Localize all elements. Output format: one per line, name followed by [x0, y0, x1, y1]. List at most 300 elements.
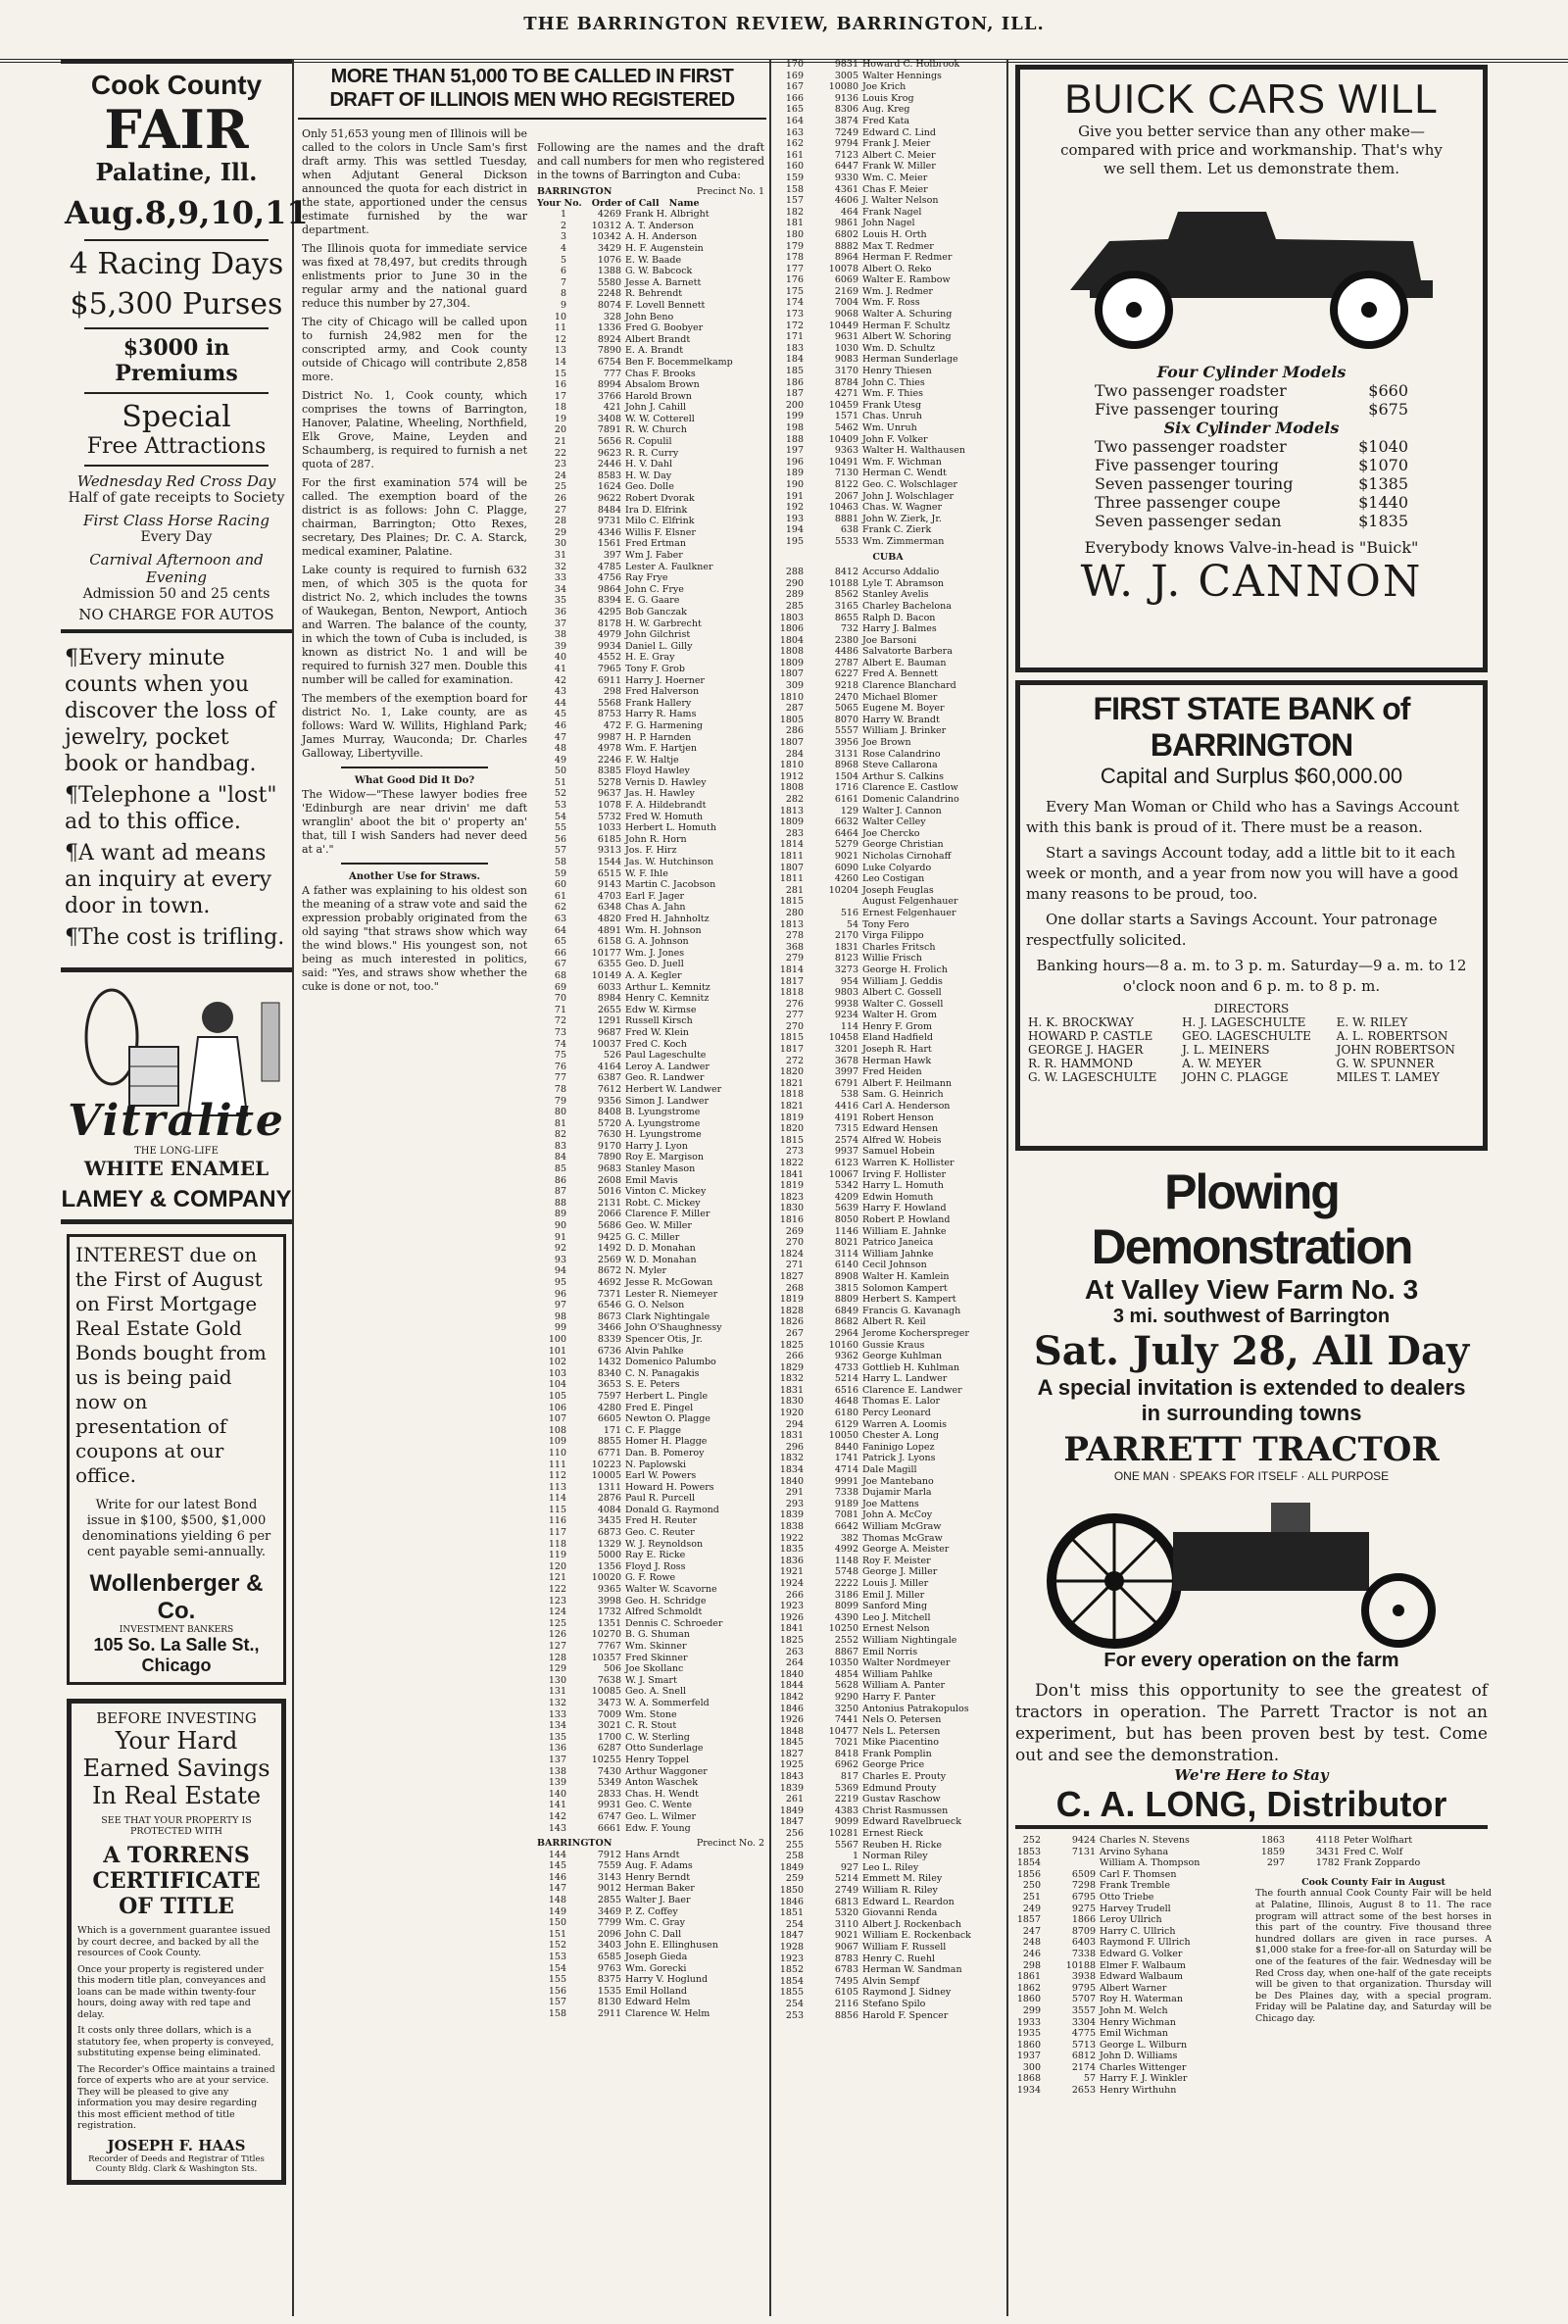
draft-your-no: 281	[785, 884, 804, 896]
draft-order-no: 9021	[834, 850, 858, 862]
draft-order-no: 6123	[834, 1158, 858, 1168]
vitralite-ad	[61, 972, 292, 1224]
draft-name: Harry F. Howland	[862, 1203, 947, 1214]
draft-order-no: 5016	[597, 1186, 621, 1198]
draft-name: Herman W. Sandman	[862, 1964, 962, 1976]
draft-order-no: 7891	[597, 424, 621, 436]
draft-row	[537, 1755, 764, 1766]
draft-name: Roy H. Waterman	[1100, 1994, 1183, 2005]
draft-order-no: 8412	[834, 567, 858, 578]
draft-row	[537, 1096, 764, 1108]
draft-your-no: 291	[785, 1487, 804, 1499]
draft-row	[774, 514, 1002, 525]
buick-price: $1385	[1358, 474, 1408, 493]
draft-order-no: 9356	[597, 1095, 621, 1107]
draft-order-no: 9623	[597, 447, 621, 459]
draft-row	[537, 698, 764, 710]
plowing-farm: At Valley View Farm No. 3	[1084, 1274, 1419, 1305]
draft-row	[537, 1618, 764, 1630]
draft-name: Nels O. Petersen	[862, 1714, 942, 1726]
draft-your-no: 86	[554, 1174, 566, 1186]
draft-name: W. F. Ihle	[625, 867, 668, 879]
draft-name: B. Lyungstrome	[625, 1107, 701, 1118]
draft-your-no: 59	[554, 867, 566, 879]
draft-name: William Jahnke	[862, 1248, 934, 1260]
director-name: GEO. LAGESCHULTE	[1182, 1029, 1311, 1043]
draft-name: Thomas McGraw	[862, 1532, 943, 1544]
draft-order-no: 5279	[834, 839, 858, 851]
draft-row	[774, 692, 1002, 704]
draft-your-no: 266	[785, 1351, 804, 1362]
draft-name: William F. Russell	[862, 1941, 947, 1953]
draft-your-no: 172	[785, 320, 804, 331]
draft-name: Herbert W. Landwer	[625, 1083, 722, 1095]
draft-section-cuba: CUBA	[872, 551, 904, 563]
draft-order-no: 9330	[834, 172, 858, 183]
draft-row	[774, 1964, 1002, 1976]
draft-order-no: 472	[603, 719, 621, 731]
draft-your-no: 1815	[779, 1032, 804, 1044]
draft-row	[774, 1203, 1002, 1214]
draft-your-no: 1860	[1016, 2039, 1041, 2051]
draft-order-no: 421	[603, 402, 621, 414]
draft-row	[537, 777, 764, 789]
tractor-all-purpose: ALL PURPOSE	[1307, 1469, 1390, 1483]
draft-your-no: 52	[554, 788, 566, 800]
draft-order-no: 1351	[597, 1617, 621, 1629]
draft-name: Harry L. Homuth	[862, 1180, 944, 1192]
draft-your-no: 196	[785, 456, 804, 468]
draft-name: N. Paplowski	[625, 1459, 687, 1470]
draft-order-no: 10067	[828, 1168, 858, 1180]
draft-your-no: 192	[785, 502, 804, 514]
draft-your-no: 194	[785, 524, 804, 536]
draft-name: Homer H. Plagge	[625, 1436, 708, 1448]
draft-row	[774, 1010, 1002, 1021]
fair-line3: Palatine, Ill.	[95, 158, 258, 186]
draft-order-no: 10223	[591, 1459, 621, 1470]
draft-your-no: 115	[548, 1504, 566, 1515]
director-name: G. W. SPUNNER	[1336, 1057, 1435, 1070]
draft-order-no: 1388	[597, 266, 621, 277]
draft-order-no: 7612	[597, 1083, 621, 1095]
lost-ad	[61, 633, 292, 972]
draft-row	[537, 970, 764, 982]
draft-your-no: 7	[560, 276, 566, 288]
draft-row	[537, 1720, 764, 1732]
draft-your-no: 296	[785, 1441, 804, 1453]
draft-row	[774, 59, 1002, 71]
director-name: H. K. BROCKWAY	[1028, 1015, 1134, 1029]
draft-order-no	[806, 896, 860, 908]
draft-order-no: 4992	[834, 1544, 858, 1556]
draft-row	[537, 1732, 764, 1744]
draft-row	[537, 1539, 764, 1551]
draft-row	[774, 1509, 1002, 1521]
draft-your-no: 113	[548, 1481, 566, 1493]
draft-order-no: 1561	[597, 538, 621, 550]
draft-name: Harry V. Hoglund	[625, 1974, 709, 1986]
draft-your-no: 57	[554, 845, 566, 857]
draft-row	[774, 1078, 1002, 1090]
draft-your-no: 76	[554, 1061, 566, 1072]
draft-row	[774, 116, 1002, 127]
draft-row	[537, 322, 764, 334]
draft-name: Tony F. Grob	[625, 663, 685, 674]
draft-order-no: 5707	[1071, 1994, 1096, 2005]
column-rule	[769, 59, 771, 2316]
draft-name: John E. Ellinghusen	[625, 1940, 718, 1952]
draft-your-no: 28	[554, 516, 566, 527]
draft-row	[774, 1146, 1002, 1158]
draft-your-no: 1832	[779, 1373, 804, 1385]
draft-row	[537, 231, 764, 243]
draft-order-no: 7021	[834, 1737, 858, 1749]
draft-table-1b	[537, 1850, 764, 2020]
draft-name: Harry J. Lyon	[625, 1140, 688, 1152]
draft-name: Leroy A. Landwer	[625, 1061, 710, 1072]
draft-name: William J. Geddis	[862, 975, 943, 987]
draft-row	[774, 388, 1002, 400]
draft-your-no: 1920	[779, 1408, 804, 1419]
draft-name: Albert C. Meier	[862, 149, 936, 161]
draft-name: Walter J. Baer	[625, 1895, 691, 1906]
director-row	[1026, 1029, 1477, 1043]
draft-row	[537, 470, 764, 482]
draft-name: Harry J. Balmes	[862, 623, 937, 635]
draft-name: Aug. F. Adams	[625, 1860, 693, 1872]
draft-name: Edward Walbaum	[1100, 1971, 1183, 1983]
vitralite-dealer: LAMEY & COMPANY	[61, 1186, 292, 1212]
draft-your-no: 1818	[779, 1089, 804, 1101]
draft-name: Otto Triebe	[1100, 1891, 1154, 1903]
draft-your-no: 1831	[779, 1430, 804, 1442]
draft-name: Chas F. Brooks	[625, 368, 696, 379]
draft-order-no: 7004	[834, 297, 858, 309]
interest-sub: INVESTMENT BANKERS	[119, 1625, 234, 1635]
draft-name: Nicholas Cirnohaff	[862, 850, 952, 862]
draft-order-no: 3304	[1071, 2016, 1096, 2028]
draft-row	[774, 400, 1002, 412]
draft-order-no: 8099	[834, 1601, 858, 1612]
draft-row	[774, 1464, 1002, 1476]
draft-row	[774, 343, 1002, 355]
tractor-tag: SPEAKS FOR ITSELF	[1179, 1469, 1298, 1483]
article-p4: District No. 1, Cook county, which comprises the towns of Barrington, Hanover, Palatine, Wheeling, Northfield, Elk Grove, Maine, Leyden and Schaumberg, is required to furnish a net quota of 287.	[302, 389, 527, 470]
draft-name: George Kuhlman	[862, 1351, 943, 1362]
draft-row	[774, 1442, 1002, 1454]
draft-row	[774, 1862, 1002, 1874]
draft-order-no: 1030	[834, 342, 858, 354]
draft-row	[774, 71, 1002, 82]
draft-order-no: 9991	[834, 1475, 858, 1487]
draft-row	[774, 715, 1002, 726]
draft-table-3	[1011, 1835, 1248, 2097]
draft-your-no: 193	[785, 513, 804, 524]
draft-row	[537, 334, 764, 346]
draft-row	[537, 1940, 764, 1952]
draft-your-no: 41	[554, 663, 566, 674]
draft-name: H. W. Garbrecht	[625, 618, 702, 629]
draft-your-no: 12	[554, 333, 566, 345]
draft-name: Emil Mavis	[625, 1174, 678, 1186]
draft-your-no: 191	[785, 490, 804, 502]
draft-name: Solomon Kampert	[862, 1282, 948, 1294]
draft-your-no: 195	[785, 535, 804, 547]
draft-your-no: 143	[548, 1822, 566, 1834]
draft-your-no: 270	[785, 1237, 804, 1249]
draft-row	[774, 1271, 1002, 1283]
draft-row	[537, 1232, 764, 1244]
draft-row	[537, 414, 764, 425]
draft-name: Eugene M. Boyer	[862, 703, 945, 715]
draft-name: Clarence E. Landwer	[862, 1384, 962, 1396]
draft-name: Harry C. Ullrich	[1100, 1925, 1176, 1937]
draft-row	[537, 891, 764, 903]
draft-order-no: 1741	[834, 1453, 858, 1464]
draft-name: Albert Warner	[1100, 1982, 1167, 1994]
draft-your-no: 105	[548, 1390, 566, 1402]
draft-row	[537, 1584, 764, 1596]
draft-order-no: 1336	[597, 322, 621, 334]
draft-your-no: 49	[554, 754, 566, 766]
draft-name: Fred G. Boobyer	[625, 322, 704, 334]
draft-row	[774, 896, 1002, 908]
draft-row	[537, 755, 764, 766]
draft-name: John A. McCoy	[862, 1509, 933, 1521]
draft-name: Edw W. Kirmse	[625, 1004, 697, 1015]
draft-row	[774, 150, 1002, 162]
draft-name: Wm. Stone	[625, 1708, 677, 1720]
draft-order-no: 9683	[597, 1163, 621, 1175]
draft-your-no: 1809	[779, 657, 804, 668]
draft-order-no: 927	[840, 1861, 858, 1873]
director-name: J. L. MEINERS	[1182, 1043, 1270, 1057]
draft-your-no: 251	[1022, 1891, 1041, 1903]
draft-name: Charles Wittenger	[1100, 2061, 1187, 2073]
buick-dealer: W. J. CANNON	[1080, 557, 1423, 607]
draft-order-no: 8418	[834, 1748, 858, 1759]
draft-name: Henry C. Ruehl	[862, 1953, 935, 1964]
draft-row	[537, 1062, 764, 1073]
draft-name: Ernest Nelson	[862, 1623, 930, 1635]
draft-row	[774, 411, 1002, 422]
draft-row	[1011, 2073, 1248, 2085]
draft-order-no: 3429	[597, 242, 621, 254]
draft-name: Fred W. Klein	[625, 1026, 689, 1038]
draft-column-1	[537, 141, 764, 2316]
draft-your-no: 157	[548, 1997, 566, 2008]
draft-order-no: 54	[846, 918, 858, 930]
draft-row	[774, 127, 1002, 139]
lost-ad-p4: ¶The cost is trifling.	[65, 925, 285, 950]
draft-section-barrington: BARRINGTON	[537, 186, 612, 197]
draft-order-no: 2653	[1071, 2085, 1096, 2097]
draft-order-no: 1732	[597, 1607, 621, 1618]
draft-order-no: 1	[852, 1851, 858, 1862]
draft-row	[774, 491, 1002, 503]
draft-row	[774, 737, 1002, 749]
draft-name: Herman C. Wendt	[862, 468, 947, 479]
draft-your-no: 103	[548, 1367, 566, 1379]
draft-your-no: 93	[554, 1254, 566, 1265]
draft-order-no: 10463	[828, 502, 858, 514]
draft-name: Stanley Avelis	[862, 589, 929, 601]
vitralite-tag: THE LONG-LIFE	[134, 1146, 219, 1157]
draft-row	[774, 1976, 1002, 1988]
director-name: JOHN C. PLAGGE	[1182, 1070, 1289, 1084]
draft-name: Edward Ravelbrueck	[862, 1816, 961, 1828]
draft-order-no: 2787	[834, 657, 858, 668]
draft-order-no: 4295	[597, 606, 621, 618]
draft-your-no: 147	[548, 1883, 566, 1895]
draft-name: Louis J. Miller	[862, 1577, 929, 1589]
draft-row	[537, 1686, 764, 1698]
draft-order-no: 8924	[597, 333, 621, 345]
draft-name: Daniel L. Gilly	[625, 640, 693, 652]
draft-name: Lyle T. Abramson	[862, 577, 945, 589]
draft-name: Henry F. Grom	[862, 1020, 932, 1032]
draft-order-no: 1329	[597, 1538, 621, 1550]
draft-your-no: 65	[554, 936, 566, 948]
vitralite-enamel: WHITE ENAMEL	[83, 1157, 270, 1180]
article-sub1: What Good Did It Do?	[354, 775, 475, 786]
draft-your-no: 249	[1022, 1903, 1041, 1914]
draft-row	[537, 1163, 764, 1175]
draft-order-no: 171	[603, 1424, 621, 1436]
interest-company: Wollenberger & Co.	[89, 1570, 264, 1624]
draft-name: Steve Callarona	[862, 760, 938, 771]
draft-row	[537, 686, 764, 698]
draft-your-no: 254	[785, 1998, 804, 2009]
draft-name: Edwin Homuth	[862, 1191, 934, 1203]
draft-name: Herbert L. Pingle	[625, 1390, 709, 1402]
draft-name: Earl W. Powers	[625, 1470, 697, 1482]
draft-order-no: 3408	[597, 413, 621, 424]
draft-row	[537, 1039, 764, 1051]
draft-name: F. Lovell Bennett	[625, 299, 706, 311]
draft-name: R. Copulil	[625, 436, 672, 448]
draft-row	[1011, 1937, 1248, 1949]
draft-your-no: 54	[554, 811, 566, 822]
draft-order-no: 8562	[834, 589, 858, 601]
draft-order-no: 7430	[597, 1765, 621, 1777]
draft-order-no: 8968	[834, 760, 858, 771]
draft-order-no: 3131	[834, 748, 858, 760]
plowing-here-to-stay: We're Here to Stay	[1174, 1766, 1329, 1784]
draft-row	[537, 288, 764, 300]
draft-row	[774, 274, 1002, 286]
draft-name: Wm. Gorecki	[625, 1962, 687, 1974]
draft-your-no: 1817	[779, 1044, 804, 1056]
draft-order-no: 1076	[597, 254, 621, 266]
draft-row	[774, 1749, 1002, 1760]
draft-order-no: 6161	[834, 794, 858, 805]
draft-order-no: 5748	[834, 1566, 858, 1578]
draft-order-no: 8130	[597, 1997, 621, 2008]
draft-row	[774, 1590, 1002, 1602]
draft-row	[774, 1135, 1002, 1147]
draft-your-no: 19	[554, 413, 566, 424]
draft-order-no: 2248	[597, 288, 621, 300]
draft-your-no: 158	[785, 183, 804, 195]
draft-your-no: 271	[785, 1260, 804, 1271]
draft-name: Wm. Zimmerman	[862, 535, 945, 547]
draft-name: Vinton C. Mickey	[625, 1186, 707, 1198]
draft-name: Fred Heiden	[862, 1066, 922, 1078]
draft-row	[774, 908, 1002, 919]
draft-your-no: 190	[785, 478, 804, 490]
draft-order-no: 7249	[834, 126, 858, 138]
draft-your-no: 77	[554, 1072, 566, 1084]
draft-row	[774, 1692, 1002, 1704]
draft-row	[774, 138, 1002, 150]
draft-row	[537, 1027, 764, 1039]
draft-name: Geo. R. Landwer	[625, 1072, 705, 1084]
fair-notice-body: The fourth annual Cook County Fair will be held at Palatine, Illinois, August 8 to 11. The race program will attract some of the best horses in this part of the country. Five thousand three hundred dollars are given in race purses. A $1,000 stake for a free-for-all on Saturday will be one of the features of the fair. Wednesday will be Red Cross day, when one-half of the gate receipts will be given to that organization. Thursday will be Des Plaines day, with a special program. Friday will be Palatine day, and Saturday will be Chicago day.	[1255, 1888, 1492, 2024]
draft-your-no: 50	[554, 766, 566, 777]
draft-name: Jesse A. Barnett	[625, 276, 702, 288]
draft-row	[537, 743, 764, 755]
draft-order-no: 3815	[834, 1282, 858, 1294]
draft-row	[774, 1158, 1002, 1169]
draft-name: J. Walter Nelson	[862, 195, 939, 207]
draft-row	[537, 1084, 764, 1096]
draft-your-no: 20	[554, 424, 566, 436]
draft-name: Frank Hallery	[625, 697, 692, 709]
draft-order-no: 6129	[834, 1418, 858, 1430]
lost-ad-p1: ¶Every minute counts when you discover the loss of jewelry, pocket book or handbag.	[65, 646, 276, 776]
draft-your-no: 29	[554, 526, 566, 538]
draft-order-no: 5214	[834, 1373, 858, 1385]
draft-your-no: 1852	[779, 1964, 804, 1976]
draft-order-no: 9218	[834, 680, 858, 692]
draft-name: Robert Henson	[862, 1112, 934, 1123]
draft-row	[537, 1413, 764, 1425]
draft-row	[1011, 1949, 1248, 1960]
draft-your-no: 177	[785, 263, 804, 274]
draft-your-no: 1808	[779, 782, 804, 794]
draft-order-no: 6140	[834, 1260, 858, 1271]
draft-order-no: 8408	[597, 1107, 621, 1118]
draft-order-no: 9795	[1071, 1982, 1096, 1994]
draft-your-no: 1840	[779, 1668, 804, 1680]
draft-order-no: 6585	[597, 1952, 621, 1963]
draft-your-no: 5	[560, 254, 566, 266]
draft-your-no: 140	[548, 1788, 566, 1800]
draft-name: William J. Brinker	[862, 725, 947, 737]
draft-your-no: 40	[554, 652, 566, 664]
draft-row	[774, 976, 1002, 988]
draft-row	[1011, 2005, 1248, 2017]
draft-name: Albert C. Gossell	[862, 987, 942, 999]
draft-order-no: 2964	[834, 1327, 858, 1339]
draft-your-no: 1815	[779, 1134, 804, 1146]
draft-your-no: 107	[548, 1413, 566, 1425]
draft-order-no: 4118	[1315, 1835, 1340, 1846]
draft-row	[774, 1999, 1002, 2010]
draft-row	[537, 902, 764, 914]
draft-order-no: 3273	[834, 964, 858, 975]
buick-price: $1040	[1358, 437, 1408, 456]
draft-your-no: 264	[785, 1657, 804, 1669]
draft-order-no: 4733	[834, 1361, 858, 1373]
torrens-body4: The Recorder's Office maintains a trained force of experts who are at your service. They will be pleased to give any information you may desire regarding this most efficient method of title registration.	[77, 2063, 275, 2131]
draft-your-no: 259	[785, 1873, 804, 1885]
draft-row	[537, 424, 764, 436]
bank-directors-label: DIRECTORS	[1213, 1002, 1290, 1015]
draft-name: Howard C. Holbrook	[862, 59, 960, 70]
